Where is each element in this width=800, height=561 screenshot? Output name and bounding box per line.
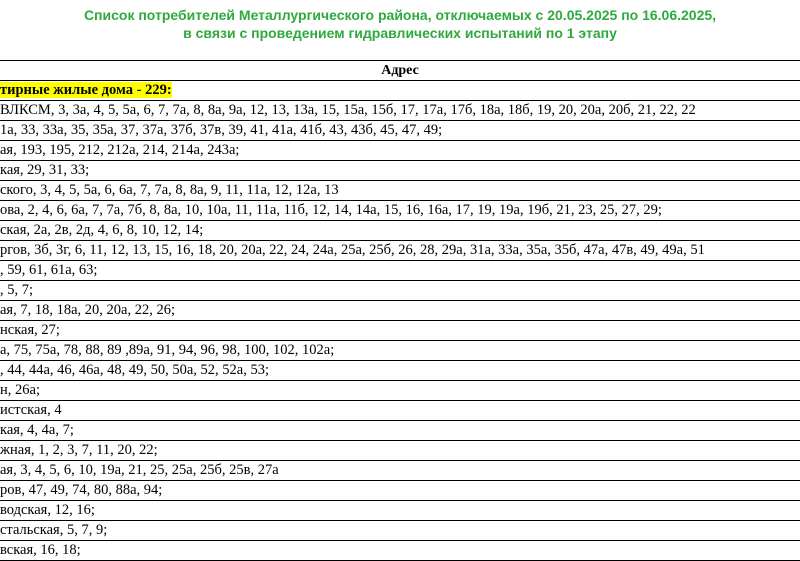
- table-row: [0, 341, 800, 361]
- category-label: тирные жилые дома - 229:: [0, 82, 172, 98]
- column-header-address: Адрес: [0, 61, 800, 81]
- address-cell: вская, 16, 18;: [0, 541, 800, 561]
- page-title: [0, 6, 800, 42]
- table-row: [0, 261, 800, 281]
- address-cell: ая, 7, 18, 18а, 20, 20а, 22, 26;: [0, 301, 800, 321]
- address-cell: ская, 2а, 2в, 2д, 4, 6, 8, 10, 12, 14;: [0, 221, 800, 241]
- address-cell: стальская, 5, 7, 9;: [0, 521, 800, 541]
- table-row: [0, 381, 800, 401]
- category-row: [0, 81, 800, 101]
- table-row: [0, 181, 800, 201]
- table-row: [0, 301, 800, 321]
- table-row: [0, 441, 800, 461]
- table-row: [0, 121, 800, 141]
- address-cell: ая, 193, 195, 212, 212а, 214, 214а, 243а;: [0, 141, 800, 161]
- address-cell: жная, 1, 2, 3, 7, 11, 20, 22;: [0, 441, 800, 461]
- table-row: [0, 321, 800, 341]
- table-row: [0, 221, 800, 241]
- address-cell: водская, 12, 16;: [0, 501, 800, 521]
- table-row: [0, 541, 800, 561]
- table-row: [0, 161, 800, 181]
- table-row: [0, 101, 800, 121]
- title-line-1: Список потребителей Металлургического района, отключаемых с 20.05.2025 по 16.06.2025,: [83, 7, 717, 23]
- address-cell: ского, 3, 4, 5, 5а, 6, 6а, 7, 7а, 8, 8а, 9, 11, 11а, 12, 12а, 13: [0, 181, 800, 201]
- table-row: [0, 521, 800, 541]
- table-row: [0, 141, 800, 161]
- address-cell: кая, 29, 31, 33;: [0, 161, 800, 181]
- table-row: [0, 401, 800, 421]
- address-cell: 1а, 33, 33а, 35, 35а, 37, 37а, 37б, 37в, 39, 41, 41а, 41б, 43, 43б, 45, 47, 49;: [0, 121, 800, 141]
- address-cell: ая, 3, 4, 5, 6, 10, 19а, 21, 25, 25а, 25б, 25в, 27а: [0, 461, 800, 481]
- table-row: [0, 201, 800, 221]
- table-row: [0, 421, 800, 441]
- title-line-2: в связи с проведением гидравлических испытаний по 1 этапу: [183, 25, 617, 41]
- address-cell: , 5, 7;: [0, 281, 800, 301]
- address-table: [0, 60, 800, 558]
- table-row: [0, 241, 800, 261]
- table-row: [0, 501, 800, 521]
- table-row: [0, 281, 800, 301]
- address-cell: ргов, 3б, 3г, 6, 11, 12, 13, 15, 16, 18, 20, 20а, 22, 24, 24а, 25а, 25б, 26, 28, 29а, 31а, 33а, 35а, 35б, 47а, 47в, 49, 49а, 51: [0, 241, 800, 261]
- address-cell: н, 26а;: [0, 381, 800, 401]
- table-row: [0, 481, 800, 501]
- address-cell: истская, 4: [0, 401, 800, 421]
- address-cell: ова, 2, 4, 6, 6а, 7, 7а, 7б, 8, 8а, 10, 10а, 11, 11а, 11б, 12, 14, 14а, 15, 16, 16а, 17, 19, 19а, 19б, 21, 23, 25, 27, 29;: [0, 201, 800, 221]
- address-cell: нская, 27;: [0, 321, 800, 341]
- address-cell: ВЛКСМ, 3, 3а, 4, 5, 5а, 6, 7, 7а, 8, 8а, 9а, 12, 13, 13а, 15, 15а, 15б, 17, 17а, 17б, 18а, 18б, 19, 20, 20а, 20б, 21, 22, 22: [0, 101, 800, 121]
- address-cell: а, 75, 75а, 78, 88, 89 ,89а, 91, 94, 96, 98, 100, 102, 102а;: [0, 341, 800, 361]
- table-row: [0, 361, 800, 381]
- table-row: [0, 461, 800, 481]
- address-cell: ров, 47, 49, 74, 80, 88а, 94;: [0, 481, 800, 501]
- address-cell: , 44, 44а, 46, 46а, 48, 49, 50, 50а, 52, 52а, 53;: [0, 361, 800, 381]
- table-header-row: [0, 61, 800, 81]
- address-cell: , 59, 61, 61а, 63;: [0, 261, 800, 281]
- address-cell: кая, 4, 4а, 7;: [0, 421, 800, 441]
